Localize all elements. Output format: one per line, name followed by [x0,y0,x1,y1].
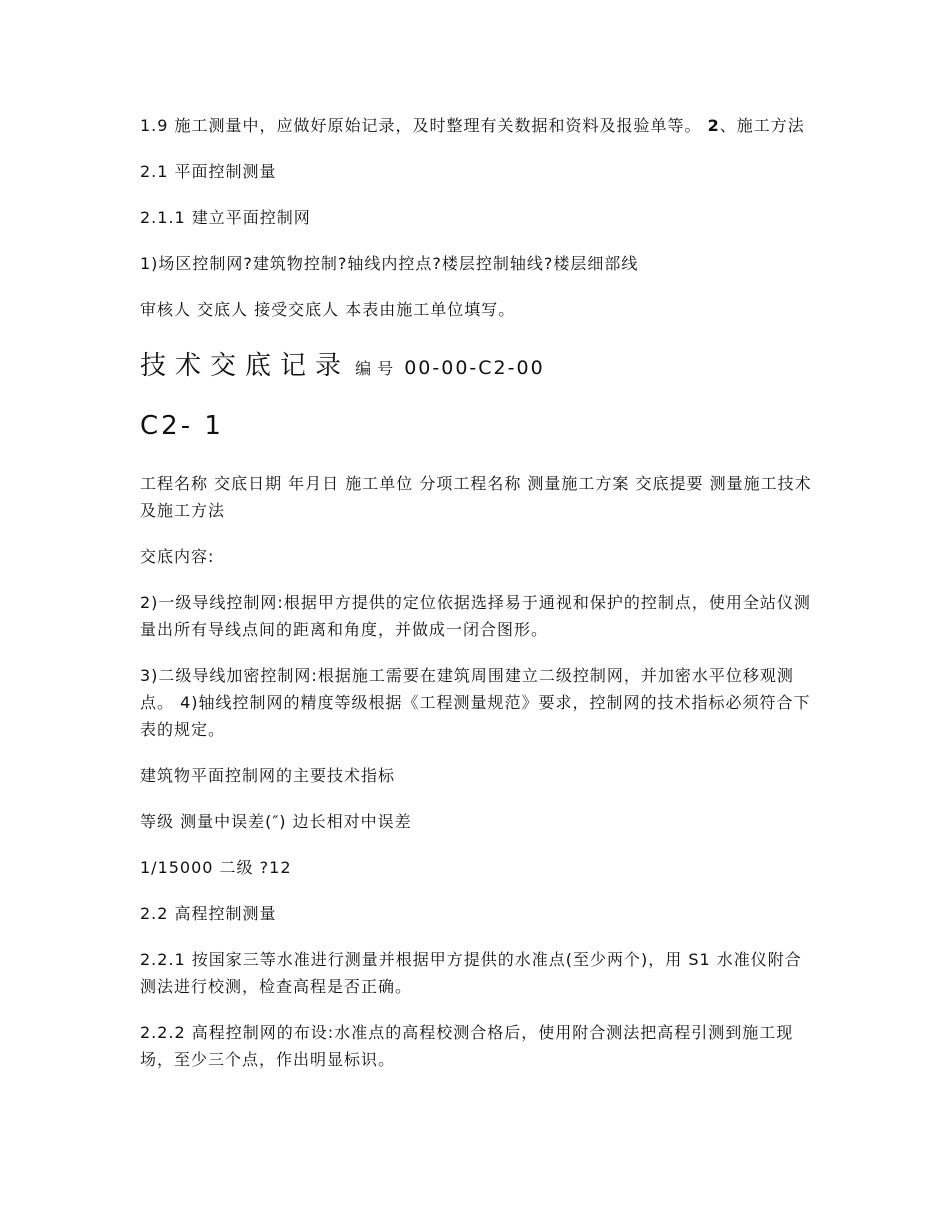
paragraph-2-2-2: 2.2.2 高程控制网的布设:水准点的高程校测合格后，使用附合测法把高程引测到施工现场，至少三个点，作出明显标识。 [140,1023,794,1069]
signature-line: 审核人 交底人 接受交底人 本表由施工单位填写。 [140,300,516,319]
control-network-list: 1)场区控制网?建筑物控制?轴线内控点?楼层控制轴线?楼层细部线 [140,254,639,273]
paragraph-first-order-traverse: 2)一级导线控制网:根据甲方提供的定位依据选择易于通视和保护的控制点，使用全站仪测量出所有导线点间的距离和角度，并做成一闭合图形。 [140,593,811,639]
record-title-row [140,342,812,390]
paragraph-1-9 [140,112,812,139]
record-number-value: 00-00-C2-00 [404,357,545,379]
project-info-line: 工程名称 交底日期 年月日 施工单位 分项工程名称 测量施工方案 交底提要 测量施工技术及施工方法 [140,474,812,520]
record-title: 技术交底记录 [140,351,351,381]
paragraph-2-2-1: 2.2.1 按国家三等水准进行测量并根据甲方提供的水准点(至少两个)，用 S1 水准仪附合测法进行校测，检查高程是否正确。 [140,950,802,996]
record-code-suffix: C2- 1 [140,411,224,441]
section-number-2: 2 [707,116,720,135]
heading-2-1: 2.1 平面控制测量 [140,162,277,181]
paragraph-1-9-text: 1.9 施工测量中，应做好原始记录，及时整理有关数据和资料及报验单等。 [140,116,708,135]
heading-2-1-1: 2.1.1 建立平面控制网 [140,208,311,227]
heading-2-2: 2.2 高程控制测量 [140,904,277,923]
document-page [140,112,812,1092]
section-title-construction-method: 、施工方法 [719,116,805,135]
record-number-label: 编号 [355,359,400,378]
table-data-row: 1/15000 二级 ?12 [140,858,292,877]
table-caption: 建筑物平面控制网的主要技术指标 [140,766,396,785]
disclosure-content-label: 交底内容: [140,547,215,566]
table-header-row: 等级 测量中误差(″) 边长相对中误差 [140,812,412,831]
paragraph-second-order-traverse: 3)二级导线加密控制网:根据施工需要在建筑周围建立二级控制网，并加密水平位移观测点。 4)轴线控制网的精度等级根据《工程测量规范》要求，控制网的技术指标必须符合下表的规定。 [140,666,811,739]
